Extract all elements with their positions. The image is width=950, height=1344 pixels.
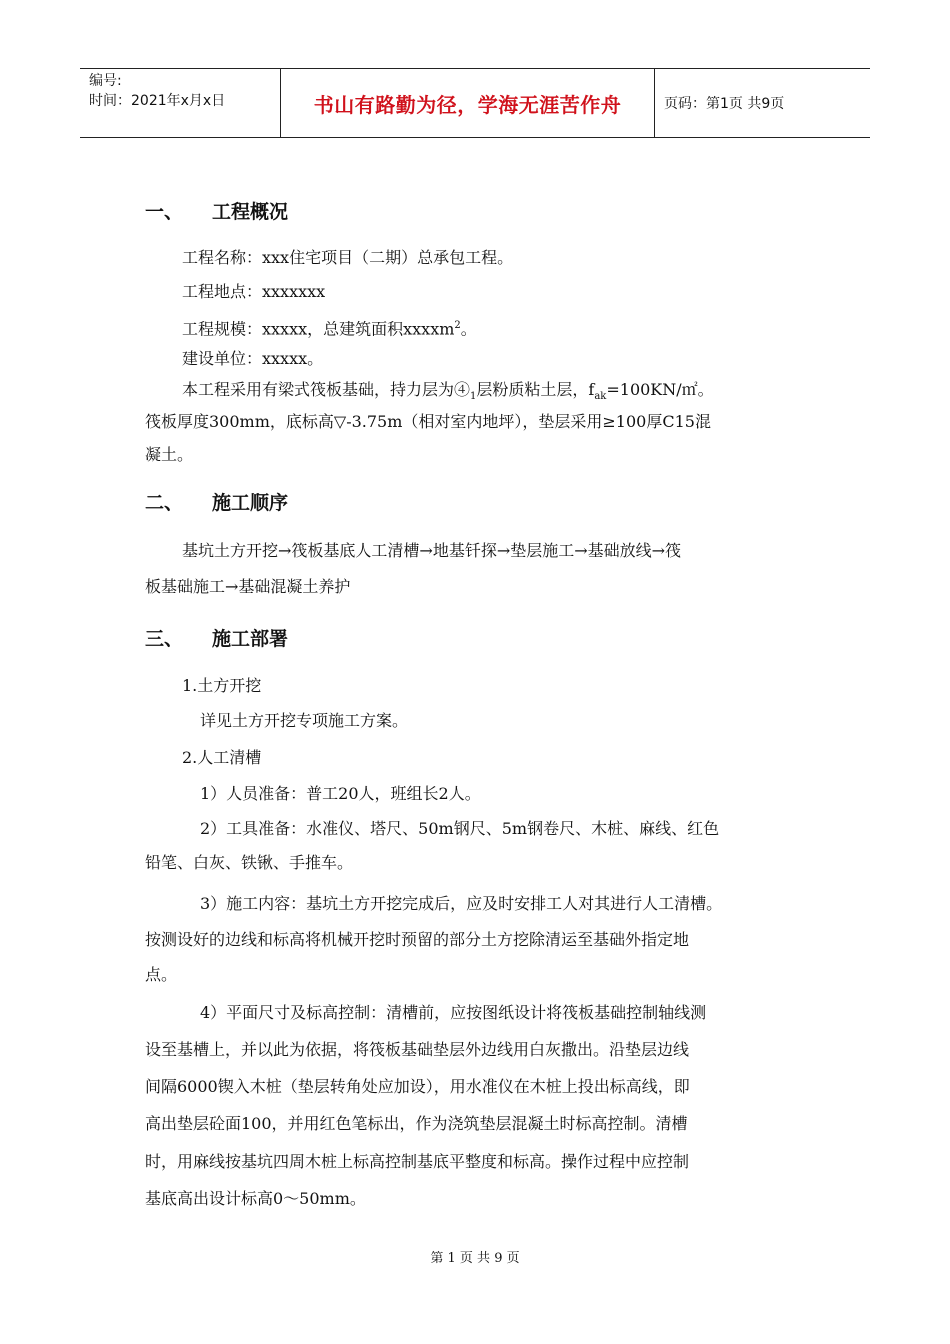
item2-para3-line1: 3）施工内容：基坑土方开挖完成后，应及时安排工人对其进行人工清槽。: [200, 894, 723, 913]
section-title-deployment: 三、 施工部署: [145, 628, 289, 650]
overview-owner: 建设单位：xxxxx。: [182, 349, 324, 368]
item1-text: 详见土方开挖专项施工方案。: [200, 711, 409, 730]
item2-para4-line2: 设至基槽上，并以此为依据，将筏板基础垫层外边线用白灰撒出。沿垫层边线: [145, 1040, 690, 1059]
item2-para4-line4: 高出垫层砼面100，并用红色笔标出，作为浇筑垫层混凝土时标高控制。清槽: [145, 1114, 688, 1133]
section-title-overview: 一、 工程概况: [145, 201, 289, 223]
item2-para4-line6: 基底高出设计标高0～50mm。: [145, 1189, 366, 1208]
item2-para4-line3: 间隔6000锲入木桩（垫层转角处应加设），用水准仪在木桩上投出标高线，即: [145, 1077, 690, 1096]
page-header: [80, 68, 870, 138]
item2-para2-line2: 铅笔、白灰、铁锹、手推车。: [145, 853, 354, 872]
sequence-line1: 基坑土方开挖→筏板基底人工清槽→地基钎探→垫层施工→基础放线→筏: [182, 541, 682, 560]
overview-location: 工程地点：xxxxxxx: [182, 282, 326, 301]
code-label: 编号:: [89, 73, 122, 89]
sequence-line2: 板基础施工→基础混凝土养护: [145, 577, 351, 596]
overview-foundation-line2: 筏板厚度300mm，底标高▽-3.75m（相对室内地坪），垫层采用≥100厚C15混: [145, 412, 711, 431]
section-title-sequence: 二、 施工顺序: [145, 492, 289, 514]
item2-para2-line1: 2）工具准备：水准仪、塔尺、50m钢尺、5m钢卷尺、木桩、麻线、红色: [200, 819, 720, 838]
item2-para1: 1）人员准备：普工20人，班组长2人。: [200, 784, 481, 803]
item1-title: 1.土方开挖: [182, 676, 262, 695]
overview-foundation-line3: 凝土。: [145, 445, 194, 464]
item2-para3-line2: 按测设好的边线和标高将机械开挖时预留的部分土方挖除清运至基础外指定地: [145, 930, 690, 949]
time-label: 时间：2021年x月x日: [89, 93, 226, 109]
header-page-label: 页码：第1页 共9页: [664, 96, 785, 112]
page-footer: 第 1 页 共 9 页: [430, 1251, 520, 1266]
item2-para4-line5: 时，用麻线按基坑四周木桩上标高控制基底平整度和标高。操作过程中应控制: [145, 1152, 690, 1171]
overview-scale: 工程规模：xxxxx，总建筑面积xxxxm$^2$。: [182, 319, 477, 339]
item2-title: 2.人工清槽: [182, 748, 262, 767]
header-motto: 书山有路勤为径，学海无涯苦作舟: [281, 69, 655, 137]
item2-para4-line1: 4）平面尺寸及标高控制：清槽前，应按图纸设计将筏板基础控制轴线测: [200, 1003, 707, 1022]
header-meta: [80, 69, 281, 137]
overview-name: 工程名称：xxx住宅项目（二期）总承包工程。: [182, 248, 514, 267]
overview-foundation-line1: 本工程采用有梁式筏板基础，持力层为$④_1$层粉质粘土层，$f_{ak}=100KN/㎡$。: [182, 380, 714, 403]
item2-para3-line3: 点。: [145, 965, 178, 984]
